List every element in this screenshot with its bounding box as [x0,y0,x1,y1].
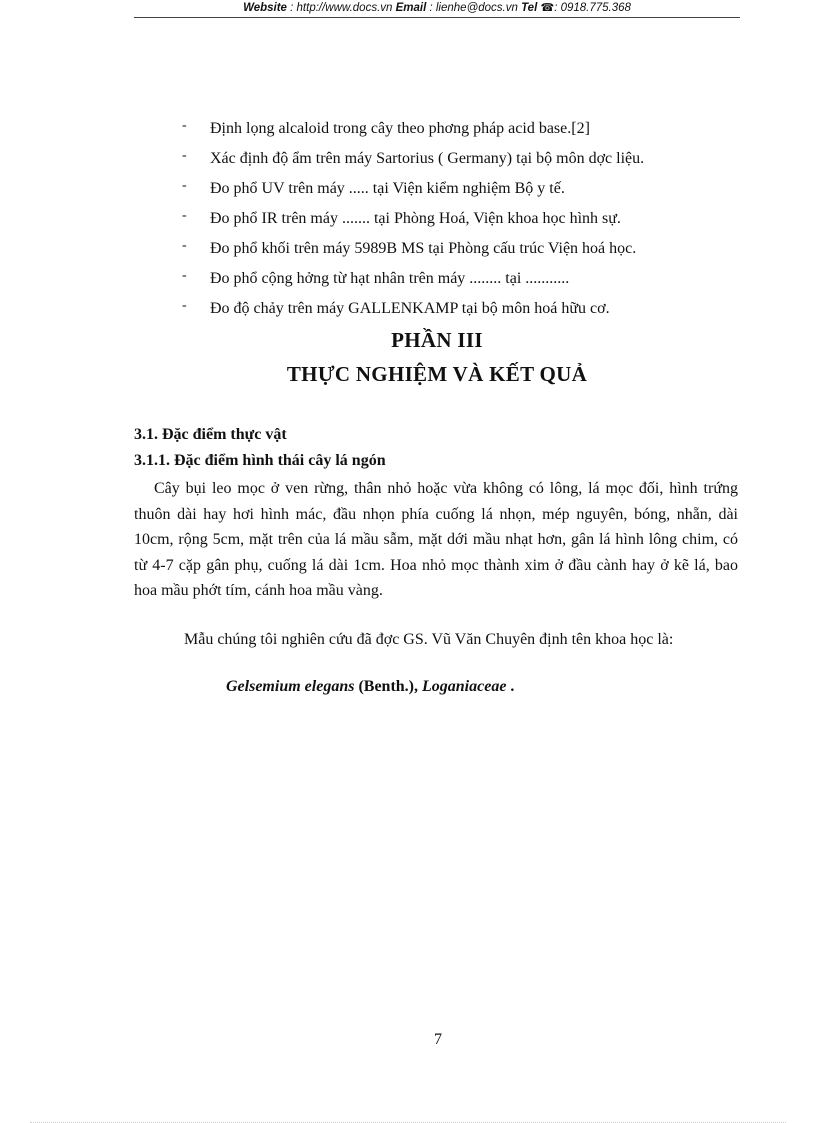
species-name [226,678,514,696]
species-genus: Gelsemium elegans [226,678,355,695]
bullet-marker: - [182,148,187,163]
tel-value: : 0918.775.368 [554,2,631,14]
bullet-marker: - [182,268,187,283]
list-item-text: Đo phổ IR trên máy ....... tại Phòng Hoá, Viện khoa học hình sự. [210,210,621,227]
bullet-marker: - [182,298,187,313]
website-value: : http://www.docs.vn [286,2,396,14]
page-number: 7 [434,1031,442,1048]
bullet-marker: - [182,238,187,253]
bullet-marker: - [182,118,187,133]
website-label: Website [243,2,287,14]
email-value: : lienhe@docs.vn [426,2,522,14]
part-subtitle: THỰC NGHIỆM VÀ KẾT QUẢ [286,362,588,386]
species-author: (Benth.), [354,678,422,695]
list-item [182,267,644,297]
method-list [182,117,644,327]
list-item [182,147,644,177]
phone-icon: ☎ [540,2,555,14]
list-item [182,117,644,147]
part-title: PHẦN III [391,328,483,352]
identification-paragraph: Mẫu chúng tôi nghiên cứu đã đợc GS. Vũ Văn Chuyên định tên khoa học là: [184,631,674,648]
description-paragraph: Cây bụi leo mọc ở ven rừng, thân nhỏ hoặc vừa không có lông, lá mọc đối, hình trứng thuôn dài hay hơi hình mác, đầu nhọn phía cuống lá nhọn, mép nguyên, bóng, nhẵn, dài 10cm, rộng 5cm, mặt trên của lá mầu sẫm, mặt dới mầu nhạt hơn, gân lá hình lông chim, có từ 4-7 cặp gân phụ, cuống lá dài 1cm. Hoa nhỏ mọc thành xim ở đầu cành hay ở kẽ lá, bao hoa mầu phớt tím, cánh hoa mầu vàng. [134,480,738,599]
list-item [182,297,644,327]
list-item [182,207,644,237]
list-item-text: Xác định độ ẩm trên máy Sartorius ( Germany) tại bộ môn dợc liệu. [210,150,645,167]
bullet-marker: - [182,208,187,223]
page-header [134,0,740,18]
list-item [182,177,644,207]
species-family: Loganiaceae [422,678,507,695]
list-item-text: Đo phổ UV trên máy ..... tại Viện kiểm nghiệm Bộ y tế. [210,180,565,197]
list-item-text: Đo độ chảy trên máy GALLENKAMP tại bộ môn hoá hữu cơ. [210,300,610,317]
list-item-text: Đo phổ khối trên máy 5989B MS tại Phòng cấu trúc Viện hoá học. [210,240,637,257]
list-item [182,237,644,267]
tel-label: Tel [521,2,538,14]
section-heading: 3.1. Đặc điểm thực vật [134,426,287,443]
list-item-text: Định lọng alcaloid trong cây theo phơng pháp acid base.[2] [210,120,590,137]
list-item-text: Đo phổ cộng hởng từ hạt nhân trên máy ........ tại ........... [210,270,570,287]
species-end: . [506,678,515,695]
subsection-heading: 3.1.1. Đặc điểm hình thái cây lá ngón [134,452,386,469]
bullet-marker: - [182,178,187,193]
email-label: Email [395,2,427,14]
